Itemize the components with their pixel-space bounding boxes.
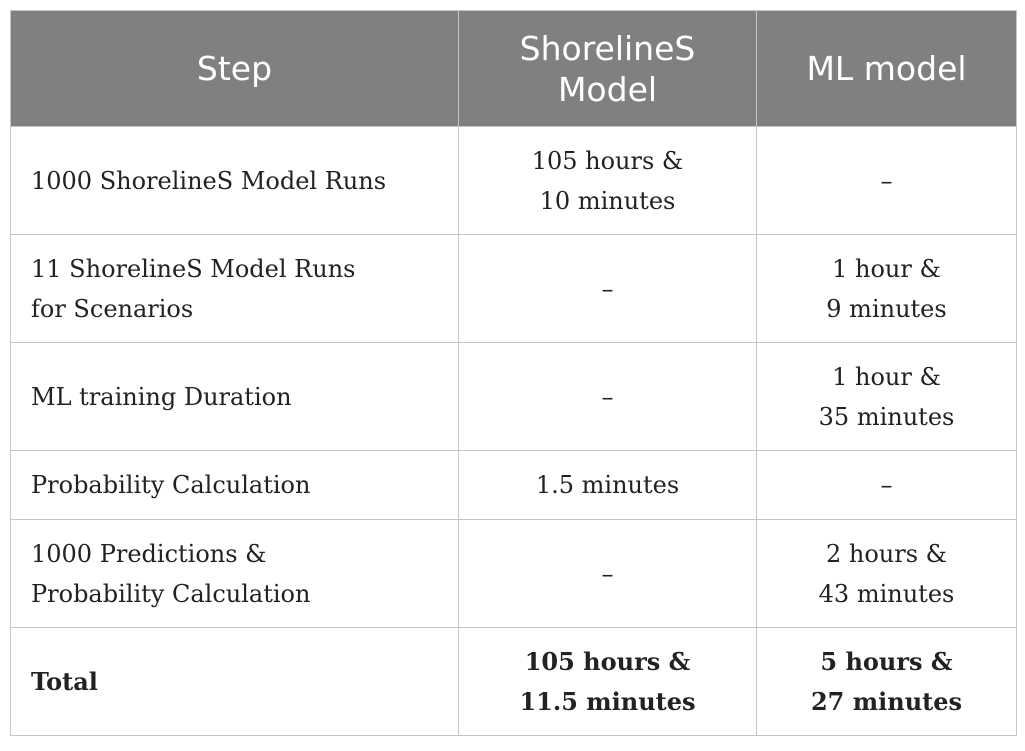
cell-shorelines (459, 343, 757, 451)
cell-text: ML training Duration (31, 382, 292, 411)
table-row (11, 520, 1017, 628)
cell-text: 27 minutes (810, 686, 963, 716)
cell-step (11, 628, 459, 736)
cell-text: – (601, 382, 614, 411)
cell-shorelines (459, 520, 757, 628)
table-row (11, 451, 1017, 520)
comparison-table-container (10, 10, 1016, 736)
cell-text: 1 hour & (832, 254, 941, 283)
runtime-comparison-table (10, 10, 1017, 736)
cell-shorelines (459, 451, 757, 520)
cell-text: 105 hours & (531, 146, 684, 175)
cell-step (11, 451, 459, 520)
cell-text: 105 hours & (524, 646, 691, 676)
table-row (11, 235, 1017, 343)
cell-text: Probability Calculation (31, 471, 311, 499)
cell-shorelines (459, 235, 757, 343)
cell-text: 35 minutes (818, 402, 955, 431)
cell-text: 1.5 minutes (535, 471, 680, 499)
cell-ml (757, 520, 1017, 628)
cell-text: Total (31, 666, 98, 696)
cell-ml (757, 628, 1017, 736)
cell-shorelines (459, 127, 757, 235)
cell-ml (757, 127, 1017, 235)
cell-text: – (601, 559, 614, 588)
cell-text: – (601, 274, 614, 303)
cell-text: – (880, 166, 893, 195)
header-shorelines-line1: ShorelineS (519, 28, 696, 68)
cell-text: 43 minutes (818, 579, 955, 608)
table-row (11, 127, 1017, 235)
header-step: Step (11, 11, 459, 127)
header-shorelines-model (459, 11, 757, 127)
cell-step (11, 520, 459, 628)
header-shorelines-line2: Model (557, 69, 658, 109)
cell-text: 10 minutes (539, 186, 676, 215)
cell-text: 1000 Predictions & (31, 539, 267, 568)
cell-text: 1 hour & (832, 362, 941, 391)
cell-text: 1000 ShorelineS Model Runs (31, 166, 387, 195)
table-row (11, 343, 1017, 451)
cell-text: 9 minutes (826, 294, 947, 323)
cell-ml (757, 451, 1017, 520)
cell-text: 11 ShorelineS Model Runs (31, 254, 356, 283)
cell-step (11, 343, 459, 451)
header-ml-model: ML model (757, 11, 1017, 127)
cell-text: 5 hours & (820, 646, 953, 676)
cell-text: – (880, 471, 893, 499)
cell-ml (757, 343, 1017, 451)
cell-text: for Scenarios (31, 294, 194, 323)
cell-step (11, 127, 459, 235)
table-header-row (11, 11, 1017, 127)
cell-text: Probability Calculation (31, 579, 311, 608)
total-row (11, 628, 1017, 736)
cell-step (11, 235, 459, 343)
cell-text: 11.5 minutes (519, 686, 696, 716)
cell-text: 2 hours & (825, 539, 948, 568)
cell-ml (757, 235, 1017, 343)
cell-shorelines (459, 628, 757, 736)
